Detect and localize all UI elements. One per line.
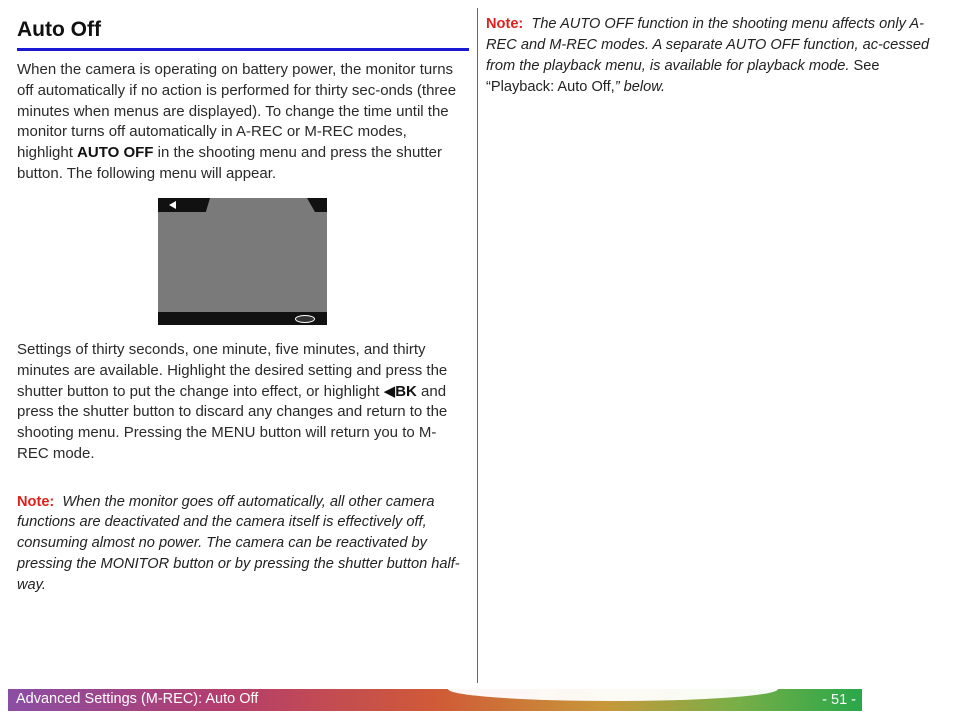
column-divider bbox=[477, 8, 478, 683]
note-label-right: Note: bbox=[486, 16, 524, 32]
screen-tab-right bbox=[307, 198, 327, 212]
settings-text-b: and press the shutter button to discard any changes and return to the shooting menu. Pressing the MENU button will return you to M-REC mode. bbox=[17, 382, 448, 462]
intro-paragraph bbox=[17, 60, 465, 185]
see-reference-italic: ” below. bbox=[614, 79, 666, 95]
intro-text-a: When the camera is operating on battery power, the monitor turns off automatically if no action is performed for thirty sec-onds (three minutes when menus are displayed). To change the time until the monitor turns off automatically in A-REC or M-REC modes, highlight bbox=[17, 61, 457, 162]
page-number: - 51 - bbox=[822, 692, 856, 708]
left-column bbox=[17, 18, 469, 593]
camera-monitor-screen bbox=[158, 198, 327, 325]
settings-text-a: Settings of thirty seconds, one minute, five minutes, and thirty minutes are available. Highlight the desired setting and press the shutter button to put the change into effect, or highlight bbox=[17, 341, 448, 400]
see-reference-plain: See “Playback: Auto Off, bbox=[486, 58, 880, 95]
intro-text-b: in the shooting menu and press the shutter button. The following menu will appear. bbox=[17, 144, 442, 182]
note-text: When the monitor goes off automatically, all other camera functions are deactivated and the camera itself is effectively off, consuming almost no power. The camera can be reactivated by pressing the MONITOR button or by pressing the shutter button half-way. bbox=[17, 493, 460, 593]
intro-bold-term: AUTO OFF bbox=[77, 144, 154, 162]
footer-bar bbox=[8, 689, 862, 711]
title-underline bbox=[17, 48, 469, 51]
back-label: ◀BK bbox=[383, 382, 417, 400]
footer-swoosh bbox=[448, 689, 778, 701]
note-monitor-off bbox=[17, 492, 472, 596]
settings-paragraph bbox=[17, 340, 465, 465]
screen-bottom-bar bbox=[158, 312, 327, 325]
right-column bbox=[486, 14, 941, 98]
screen-tab-left bbox=[158, 198, 210, 212]
section-title: Auto Off bbox=[17, 18, 101, 41]
back-arrow-icon bbox=[169, 201, 176, 209]
footer-title: Advanced Settings (M-REC): Auto Off bbox=[16, 691, 259, 707]
note-right-text: The AUTO OFF function in the shooting menu affects only A-REC and M-REC modes. A separate AUTO OFF function, ac-cessed from the playback menu, is available for playback mode. bbox=[486, 16, 930, 74]
shutter-button-icon bbox=[295, 315, 315, 323]
note-label: Note: bbox=[17, 493, 55, 510]
